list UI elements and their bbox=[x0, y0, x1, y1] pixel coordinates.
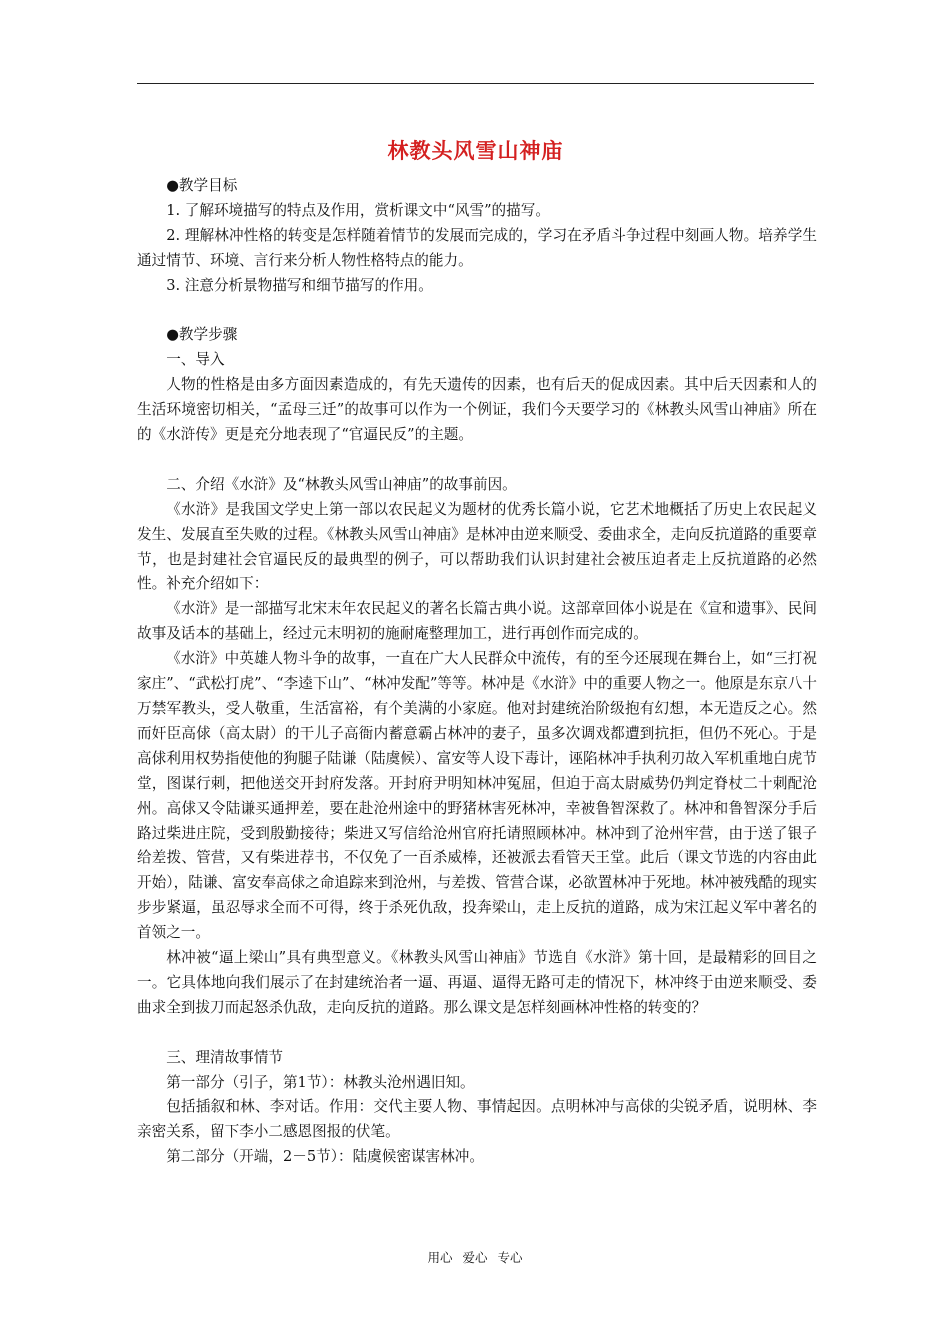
paragraph: 包括插叙和林、李对话。作用：交代主要人物、事情起因。点明林冲与高俅的尖锐矛盾，说明林、李亲密关系，留下李小二感恩图报的伏笔。 bbox=[137, 1098, 817, 1141]
spacer bbox=[137, 1021, 817, 1046]
paragraph: 第一部分（引子，第1节）：林教头沧州遇旧知。 bbox=[166, 1073, 475, 1091]
paragraph: 人物的性格是由多方面因素造成的，有先天遗传的因素，也有后天的促成因素。其中后天因素和人的生活环境密切相关，“孟母三迁”的故事可以作为一个例证，我们今天要学习的《林教头风雪山神庙》所在的《水浒传》更是充分地表现了“官逼民反”的主题。 bbox=[137, 376, 817, 444]
page-footer: 用心 爱心 专心 bbox=[427, 1250, 523, 1265]
section-heading: 三、理清故事情节 bbox=[166, 1048, 283, 1066]
section-heading: 二、介绍《水浒》及“林教头风雪山神庙”的故事前因。 bbox=[166, 475, 517, 493]
spacer bbox=[137, 448, 817, 473]
document-body bbox=[137, 174, 817, 1170]
steps-heading: ●教学步骤 bbox=[166, 326, 238, 344]
goals-heading: ●教学目标 bbox=[166, 177, 238, 194]
section-heading: 一、导入 bbox=[166, 351, 225, 369]
page-title: 林教头风雪山神庙 bbox=[387, 139, 564, 163]
header-rule bbox=[137, 83, 814, 84]
goal-item: 1. 了解环境描写的特点及作用，赏析课文中“风雪”的描写。 bbox=[166, 201, 550, 219]
paragraph: 林冲被“逼上梁山”具有典型意义。《林教头风雪山神庙》节选自《水浒》第十回，是最精彩的回目之一。它具体地向我们展示了在封建统治者一逼、再逼、逼得无路可走的情况下，林冲终于由逆来顺受、委曲求全到拔刀而起怒杀仇敌，走向反抗的道路。那么课文是怎样刻画林冲性格的转变的？ bbox=[137, 949, 817, 1016]
goal-item: 3. 注意分析景物描写和细节描写的作用。 bbox=[166, 276, 433, 294]
paragraph: 《水浒》是我国文学史上第一部以农民起义为题材的优秀长篇小说，它艺术地概括了历史上农民起义发生、发展直至失败的过程。《林教头风雪山神庙》是林冲由逆来顺受、委曲求全，走向反抗道路的重要章节，也是封建社会官逼民反的最典型的例子，可以帮助我们认识封建社会被压迫者走上反抗道路的必然性。补充介绍如下： bbox=[137, 500, 817, 593]
goal-item: 2. 理解林冲性格的转变是怎样随着情节的发展而完成的，学习在矛盾斗争过程中刻画人物。培养学生通过情节、环境、言行来分析人物性格特点的能力。 bbox=[137, 226, 817, 269]
spacer bbox=[137, 299, 817, 324]
paragraph: 第二部分（开端，2－5节）：陆虞候密谋害林冲。 bbox=[166, 1148, 484, 1166]
paragraph: 《水浒》是一部描写北宋末年农民起义的著名长篇古典小说。这部章回体小说是在《宣和遗事》、民间故事及话本的基础上，经过元末明初的施耐庵整理加工，进行再创作而完成的。 bbox=[137, 600, 817, 643]
paragraph: 《水浒》中英雄人物斗争的故事，一直在广大人民群众中流传，有的至今还展现在舞台上，如“三打祝家庄”、“武松打虎”、“李逵下山”、“林冲发配”等等。林冲是《水浒》中的重要人物之一。他原是东京八十万禁军教头，受人敬重，生活富裕，有个美满的小家庭。他对封建统治阶级抱有幻想，本无造反之心。然而奸臣高俅（高太尉）的干儿子高衙内蓄意霸占林冲的妻子，虽多次调戏都遭到抗拒，但仍不死心。于是高俅利用权势指使他的狗腿子陆谦（陆虞候）、富安等人设下毒计，诬陷林冲手执利刃故入军机重地白虎节堂，图谋行刺，把他送交开封府发落。开封府尹明知林冲冤屈，但迫于高太尉威势仍判定脊杖二十刺配沧州。高俅又令陆谦买通押差，要在赴沧州途中的野猪林害死林冲，幸被鲁智深救了。林冲和鲁智深分手后路过柴进庄院，受到殷勤接待；柴进又写信给沧州官府托请照顾林冲。林冲到了沧州牢营，由于送了银子给差拨、管营，又有柴进荐书，不仅免了一百杀威棒，还被派去看管天王堂。此后（课文节选的内容由此开始），陆谦、富安奉高俅之命追踪来到沧州，与差拨、管营合谋，必欲置林冲于死地。林冲被残酷的现实步步紧逼，虽忍辱求全而不可得，终于杀死仇敌，投奔梁山，走上反抗的道路，成为宋江起义军中著名的首领之一。 bbox=[137, 650, 817, 942]
